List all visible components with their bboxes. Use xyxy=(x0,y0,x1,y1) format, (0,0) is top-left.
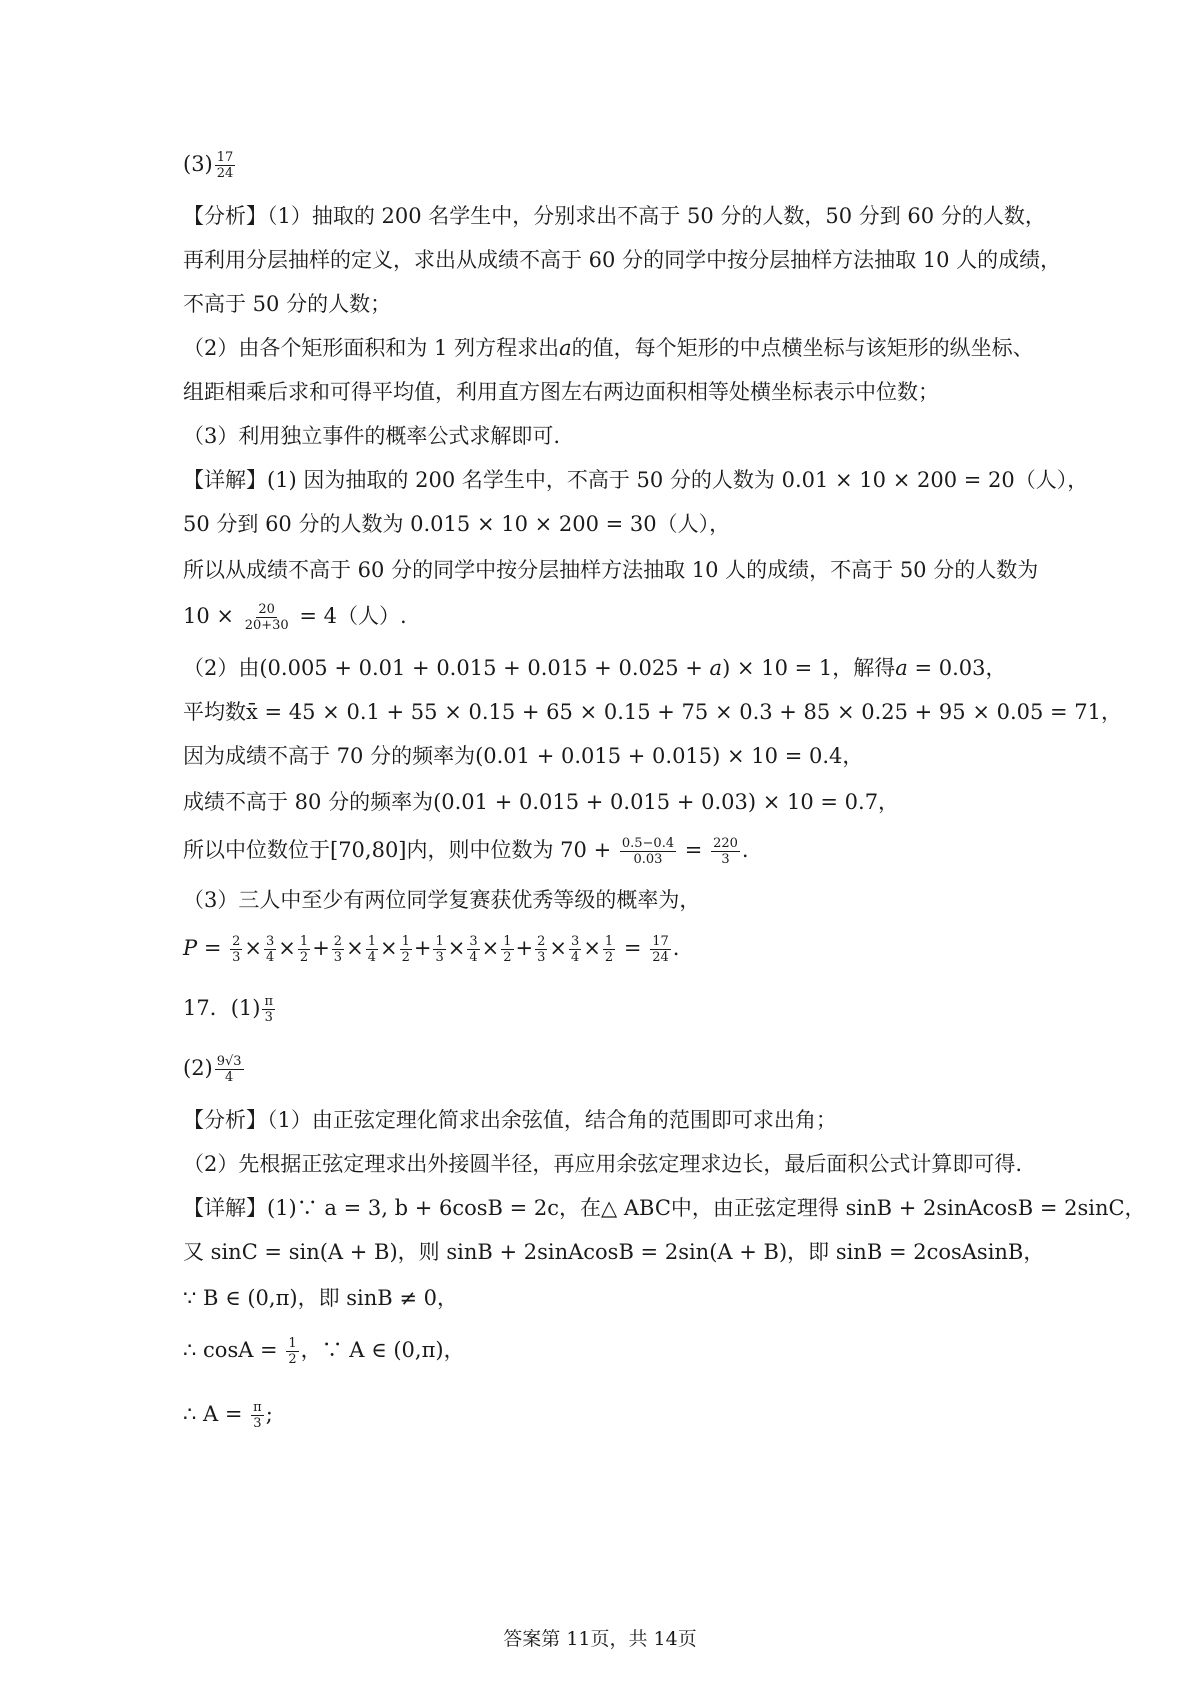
q16-detail-line5 xyxy=(183,654,1006,682)
numerator: 2 xyxy=(232,934,241,949)
denominator: 3 xyxy=(537,950,546,965)
q16-detail-line10: （3）三人中至少有两位同学复赛获优秀等级的概率为， xyxy=(183,888,701,912)
fraction xyxy=(620,836,676,867)
times-sign: × xyxy=(481,936,500,960)
text: 10 × xyxy=(183,604,234,628)
q17-detail-line4 xyxy=(183,1336,465,1367)
fraction xyxy=(603,934,615,965)
q16-analysis-line2: 再利用分层抽样的定义，求出从成绩不高于 60 分的同学中按分层抽样方法抽取 10 人的成绩， xyxy=(183,248,1062,272)
numerator: 1 xyxy=(367,934,376,949)
fraction xyxy=(215,150,236,181)
fraction xyxy=(251,1400,264,1431)
q17-answer1 xyxy=(183,994,277,1025)
fraction xyxy=(433,934,445,965)
denominator: 4 xyxy=(266,950,275,965)
denominator: 3 xyxy=(435,950,444,965)
answer-label: 17．(1) xyxy=(183,996,261,1020)
denominator: 3 xyxy=(253,1416,262,1431)
denominator: 4 xyxy=(469,950,478,965)
numerator: 1 xyxy=(604,934,614,949)
times-sign: × xyxy=(447,936,466,960)
text: ，∵ A ∈ (0,π)， xyxy=(300,1338,465,1362)
denominator: 2 xyxy=(288,1352,297,1367)
times-sign: × xyxy=(346,936,364,960)
denominator: 2 xyxy=(604,950,614,965)
variable: a xyxy=(559,336,572,360)
q17-analysis-line1: 【分析】（1）由正弦定理化简求出余弦值，结合角的范围即可求出角； xyxy=(183,1108,837,1132)
times-sign: × xyxy=(583,936,601,960)
plus-sign: + xyxy=(515,936,534,960)
q16-analysis-line1: 【分析】（1）抽取的 200 名学生中，分别求出不高于 50 分的人数，50 分到 60 分的人数， xyxy=(183,204,1046,228)
fraction xyxy=(569,934,581,965)
numerator: 17 xyxy=(216,150,234,165)
fraction xyxy=(332,934,344,965)
probability-equation xyxy=(183,934,679,965)
q16-detail-line7: 因为成绩不高于 70 分的频率为(0.01 + 0.015 + 0.015) × 10 = 0.4， xyxy=(183,744,864,768)
fraction xyxy=(400,934,412,965)
numerator: 2 xyxy=(333,934,343,949)
q17-answer2 xyxy=(183,1054,246,1085)
q16-detail-line3: 所以从成绩不高于 60 分的同学中按分层抽样方法抽取 10 人的成绩，不高于 50 分的人数为 xyxy=(183,558,1039,582)
denominator: 2 xyxy=(401,950,410,965)
fraction xyxy=(467,934,479,965)
fraction xyxy=(264,934,276,965)
denominator: 3 xyxy=(333,950,343,965)
numerator: 0.5−0.4 xyxy=(621,836,675,851)
text: . xyxy=(741,838,749,862)
text: = 0.03， xyxy=(907,656,1007,680)
numerator: π xyxy=(264,994,274,1009)
numerator: 1 xyxy=(299,934,309,949)
q17-detail-line5 xyxy=(183,1400,273,1431)
text: （2）由各个矩形面积和为 1 列方程求出 xyxy=(183,336,560,360)
times-sign: × xyxy=(379,936,398,960)
numerator: 1 xyxy=(435,934,444,949)
q16-analysis-line6: （3）利用独立事件的概率公式求解即可. xyxy=(183,424,561,448)
variable: a xyxy=(895,656,908,680)
fraction xyxy=(711,836,740,867)
variable: a xyxy=(709,656,723,680)
q16-detail-line4 xyxy=(183,602,407,633)
q16-detail-line6: 平均数x̄ = 45 × 0.1 + 55 × 0.15 + 65 × 0.15 + 75 × 0.3 + 85 × 0.25 + 95 × 0.05 = 71， xyxy=(183,700,1123,724)
denominator: 2 xyxy=(299,950,309,965)
denominator: 4 xyxy=(571,950,580,965)
answer-label: (2) xyxy=(183,1056,213,1080)
times-sign: × xyxy=(278,936,296,960)
page-footer: 答案第 11页，共 14页 xyxy=(503,1628,697,1650)
q17-analysis-line2: （2）先根据正弦定理求出外接圆半径，再应用余弦定理求边长，最后面积公式计算即可得. xyxy=(183,1152,1023,1176)
plus-sign: + xyxy=(413,936,432,960)
fraction xyxy=(262,994,275,1025)
equals: = xyxy=(623,936,642,960)
numerator: 20 xyxy=(258,602,275,617)
numerator: 1 xyxy=(401,934,410,949)
numerator: 1 xyxy=(288,1336,297,1351)
fraction xyxy=(230,934,242,965)
text: ∴ cosA = xyxy=(183,1338,278,1362)
text: ; xyxy=(265,1402,273,1426)
text: ) × 10 = 1，解得 xyxy=(722,656,896,680)
variable: P xyxy=(183,936,198,960)
denominator: 24 xyxy=(216,166,234,181)
plus-sign: + xyxy=(312,936,330,960)
probability-terms xyxy=(228,934,617,965)
denominator: 3 xyxy=(721,852,730,867)
numerator: 3 xyxy=(571,934,580,949)
text: 的值，每个矩形的中点横坐标与该矩形的纵坐标、 xyxy=(571,336,1034,360)
denominator: 4 xyxy=(367,950,376,965)
denominator: 4 xyxy=(225,1070,234,1085)
numerator: 3 xyxy=(469,934,478,949)
q16-detail-line2: 50 分到 60 分的人数为 0.015 × 10 × 200 = 30（人）， xyxy=(183,512,731,536)
q16-detail-line1: 【详解】(1) 因为抽取的 200 名学生中，不高于 50 分的人数为 0.01 × 10 × 200 = 20（人）， xyxy=(183,468,1089,492)
denominator: 3 xyxy=(264,1010,273,1025)
q17-detail-line3: ∵ B ∈ (0,π)，即 sinB ≠ 0， xyxy=(183,1286,459,1310)
numerator: 1 xyxy=(503,934,512,949)
fraction xyxy=(366,934,378,965)
q16-analysis-line4 xyxy=(183,334,1034,362)
fraction xyxy=(298,934,310,965)
numerator: π xyxy=(253,1400,262,1415)
part3-answer xyxy=(183,150,237,181)
times-sign: × xyxy=(244,936,263,960)
equals: = xyxy=(203,936,222,960)
answer-label: (3) xyxy=(183,152,213,176)
q17-detail-line1: 【详解】(1)∵ a = 3, b + 6cosB = 2c，在△ ABC中，由正弦定理得 sinB + 2sinAcosB = 2sinC， xyxy=(183,1196,1146,1220)
numerator: 17 xyxy=(652,934,669,949)
q17-detail-line2: 又 sinC = sin(A + B)，则 sinB + 2sinAcosB = 2sin(A + B)，即 sinB = 2cosAsinB， xyxy=(183,1240,1045,1264)
fraction xyxy=(535,934,547,965)
fraction xyxy=(243,602,291,633)
text: = 4（人）. xyxy=(299,604,407,628)
denominator: 20+30 xyxy=(244,618,289,633)
q16-analysis-line3: 不高于 50 分的人数； xyxy=(183,292,392,316)
times-sign: × xyxy=(549,936,568,960)
numerator: 3 xyxy=(266,934,275,949)
fraction xyxy=(215,1054,244,1085)
q16-detail-line9 xyxy=(183,836,749,867)
text: . xyxy=(672,936,680,960)
denominator: 0.03 xyxy=(633,852,663,867)
fraction xyxy=(650,934,671,965)
text: （2）由(0.005 + 0.01 + 0.015 + 0.015 + 0.025 + xyxy=(183,656,710,680)
fraction xyxy=(286,1336,298,1367)
fraction xyxy=(501,934,513,965)
numerator: 220 xyxy=(713,836,738,851)
numerator: 2 xyxy=(537,934,546,949)
equals: = xyxy=(684,838,703,862)
denominator: 3 xyxy=(232,950,241,965)
q16-detail-line8: 成绩不高于 80 分的频率为(0.01 + 0.015 + 0.015 + 0.03) × 10 = 0.7， xyxy=(183,790,900,814)
q16-analysis-line5: 组距相乘后求和可得平均值，利用直方图左右两边面积相等处横坐标表示中位数； xyxy=(183,380,939,404)
denominator: 2 xyxy=(503,950,512,965)
text: ∴ A = xyxy=(183,1402,243,1426)
denominator: 24 xyxy=(652,950,669,965)
text: 所以中位数位于[70,80]内，则中位数为 70 + xyxy=(183,838,612,862)
numerator: 9√3 xyxy=(216,1054,242,1069)
